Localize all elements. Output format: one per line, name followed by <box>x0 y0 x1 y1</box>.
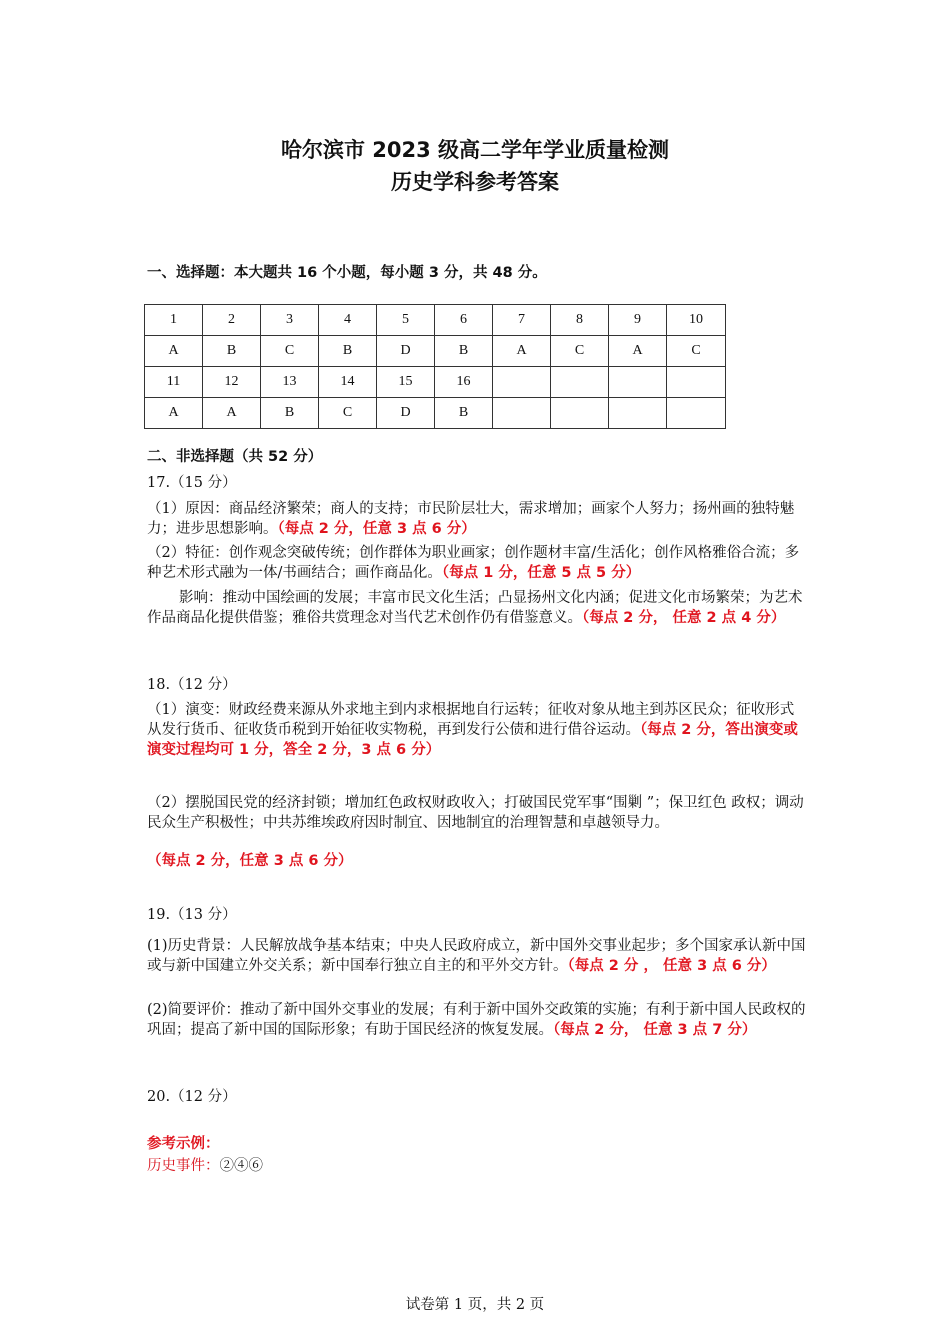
answer-text: （2）特征：创作观念突破传统；创作群体为职业画家；创作题材丰富/生活化；创作风格雅俗合流；多种艺术形式融为一体/书画结合；画作商品化。 <box>147 545 800 581</box>
table-cell: D <box>377 398 435 429</box>
table-cell: 6 <box>435 305 493 336</box>
q17-answer-3 <box>147 588 807 628</box>
table-row <box>145 398 726 429</box>
score-note: （每点 2 分 ， 任意 3 点 6 分） <box>567 958 776 974</box>
q20-heading: 20.（12 分） <box>147 1089 237 1105</box>
table-cell: 12 <box>203 367 261 398</box>
answer-text: （1）演变：财政经费来源从外求地主到内求根据地自行运转；征收对象从地主到苏区民众；征收形式从发行货币、征收货币税到开始征收实物税，再到发行公债和进行借谷运动。 <box>147 702 795 738</box>
answer-text: (2)简要评价：推动了新中国外交事业的发展；有利于新中国外交政策的实施；有利于新中国人民政权的巩固；提高了新中国的国际形象；有助于国民经济的恢复发展。 <box>147 1002 806 1038</box>
table-cell: B <box>319 336 377 367</box>
table-cell <box>493 398 551 429</box>
event-label: 历史事件： <box>147 1158 220 1174</box>
q17-answer-2 <box>147 543 807 583</box>
table-cell: 14 <box>319 367 377 398</box>
page-subtitle: 历史学科参考答案 <box>391 170 559 194</box>
score-note: （每点 2 分，任意 3 点 6 分） <box>277 521 476 537</box>
table-cell <box>493 367 551 398</box>
q19-heading: 19.（13 分） <box>147 907 237 923</box>
table-cell: 5 <box>377 305 435 336</box>
table-row <box>145 336 726 367</box>
answer-table <box>144 304 726 429</box>
table-cell: B <box>203 336 261 367</box>
table-cell: C <box>319 398 377 429</box>
table-cell: 15 <box>377 367 435 398</box>
q18-score-note: （每点 2 分，任意 3 点 6 分） <box>147 853 353 869</box>
score-note: （每点 2 分， 任意 3 点 7 分） <box>553 1022 757 1038</box>
table-cell: 1 <box>145 305 203 336</box>
page-title: 哈尔滨市 2023 级高二学年学业质量检测 <box>280 138 670 162</box>
table-cell <box>609 398 667 429</box>
table-cell <box>667 398 726 429</box>
table-cell: A <box>493 336 551 367</box>
table-cell: A <box>145 398 203 429</box>
q20-event-line <box>147 1156 807 1176</box>
answer-text: (1)历史背景：人民解放战争基本结束；中央人民政府成立，新中国外交事业起步；多个国家承认新中国或与新中国建立外交关系；新中国奉行独立自主的和平外交方针。 <box>147 938 806 974</box>
table-cell <box>551 398 609 429</box>
table-cell: 8 <box>551 305 609 336</box>
table-cell: C <box>261 336 319 367</box>
q19-answer-2 <box>147 1000 807 1040</box>
score-note: （每点 2 分， 任意 2 点 4 分） <box>582 610 786 626</box>
score-note: （每点 2 分，答出演变或演变过程均可 1 分，答全 2 分，3 点 6 分） <box>147 722 798 758</box>
table-cell: B <box>261 398 319 429</box>
table-cell: D <box>377 336 435 367</box>
table-cell: 3 <box>261 305 319 336</box>
answer-text: （1）原因：商品经济繁荣；商人的支持；市民阶层壮大，需求增加；画家个人努力；扬州画的独特魅力；进步思想影响。 <box>147 501 795 537</box>
q17-answer-1 <box>147 499 807 539</box>
table-cell: 2 <box>203 305 261 336</box>
q18-heading: 18.（12 分） <box>147 677 237 693</box>
table-cell: 9 <box>609 305 667 336</box>
table-cell: A <box>203 398 261 429</box>
event-value: ②④⑥ <box>219 1158 263 1174</box>
table-cell: 11 <box>145 367 203 398</box>
q18-answer-2: （2）摆脱国民党的经济封锁；增加红色政权财政收入；打破国民党军事“围剿 ”；保卫红色 政权；调动民众生产积极性；中共苏维埃政府因时制宜、因地制宜的治理智慧和卓越领导力。 <box>147 795 804 831</box>
table-cell: 10 <box>667 305 726 336</box>
table-cell <box>609 367 667 398</box>
q18-answer-1 <box>147 700 807 760</box>
section-1-heading: 一、选择题：本大题共 16 个小题，每小题 3 分，共 48 分。 <box>147 265 547 281</box>
table-cell <box>551 367 609 398</box>
table-row <box>145 367 726 398</box>
table-cell: A <box>609 336 667 367</box>
table-cell: B <box>435 336 493 367</box>
table-cell: 13 <box>261 367 319 398</box>
table-cell: A <box>145 336 203 367</box>
q17-heading: 17.（15 分） <box>147 475 237 491</box>
table-cell: 16 <box>435 367 493 398</box>
q20-example-label: 参考示例： <box>147 1136 220 1152</box>
table-cell: C <box>667 336 726 367</box>
table-cell: 4 <box>319 305 377 336</box>
score-note: （每点 1 分，任意 5 点 5 分） <box>441 565 641 581</box>
section-2-heading: 二、非选择题（共 52 分） <box>147 449 323 465</box>
table-cell: B <box>435 398 493 429</box>
table-cell: C <box>551 336 609 367</box>
answer-text: 影响：推动中国绘画的发展；丰富市民文化生活；凸显扬州文化内涵；促进文化市场繁荣；为艺术作品商品化提供借鉴；雅俗共赏理念对当代艺术创作仍有借鉴意义。 <box>147 590 803 626</box>
page-footer: 试卷第 1 页，共 2 页 <box>405 1297 545 1313</box>
table-cell <box>667 367 726 398</box>
table-cell: 7 <box>493 305 551 336</box>
table-row <box>145 305 726 336</box>
q19-answer-1 <box>147 936 807 976</box>
